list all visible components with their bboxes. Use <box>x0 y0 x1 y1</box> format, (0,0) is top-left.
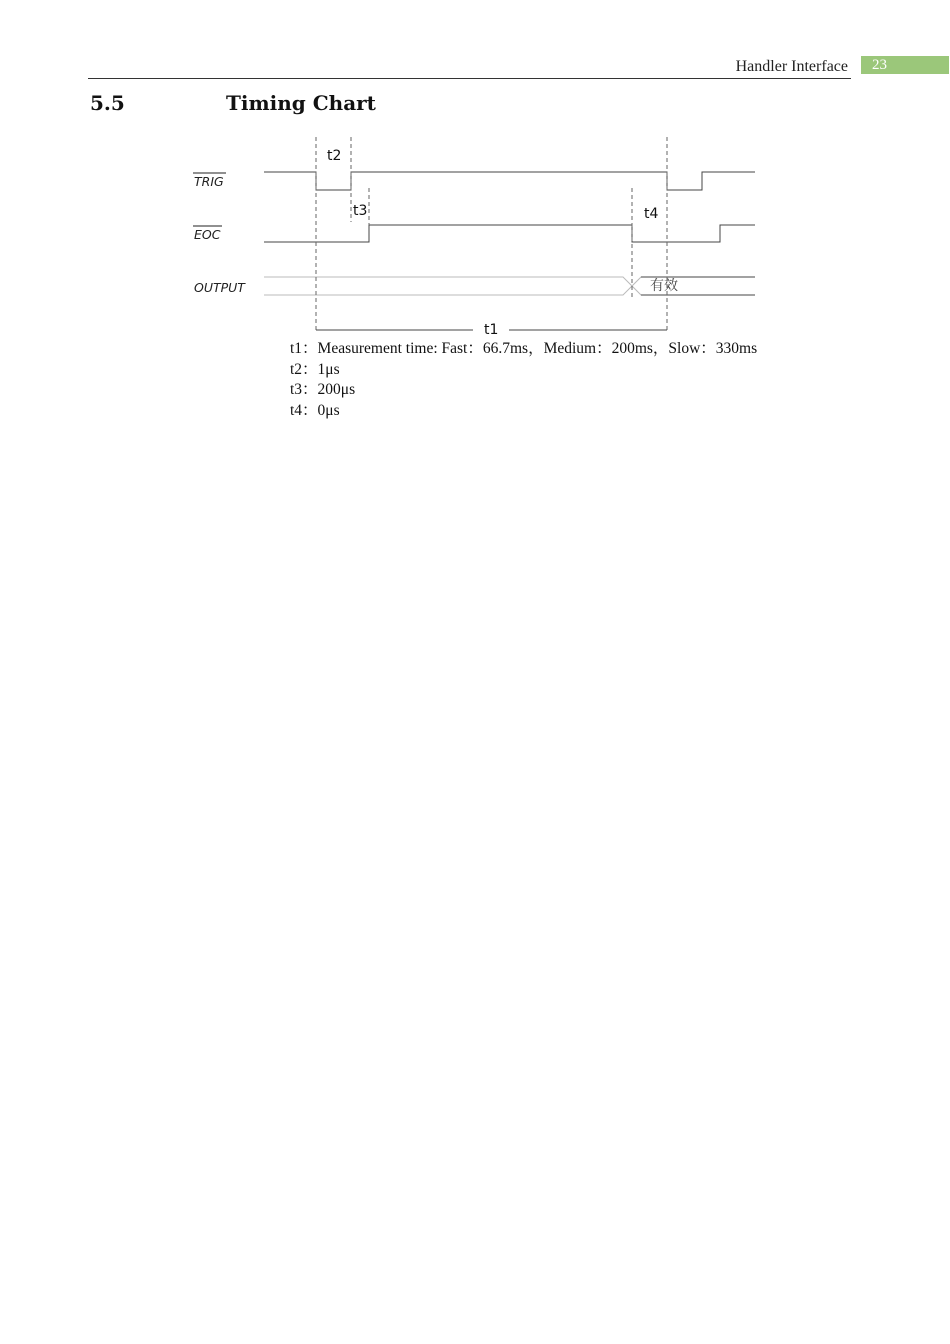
signal-label-eoc: EOC <box>194 227 221 242</box>
note-t4: t4：0μs <box>290 401 340 419</box>
section-number: 5.5 <box>90 91 125 115</box>
running-header: Handler Interface <box>735 58 848 75</box>
eoc-waveform <box>264 225 755 242</box>
signal-label-output: OUTPUT <box>194 280 245 295</box>
signal-label-trig: TRIG <box>194 174 224 189</box>
page-number-badge: 23 <box>861 56 949 74</box>
trig-waveform <box>264 172 755 190</box>
timing-diagram <box>0 0 950 345</box>
timing-notes <box>290 339 757 421</box>
section-title: Timing Chart <box>226 91 376 115</box>
output-bus-lower <box>264 277 755 295</box>
output-bus-upper <box>264 277 755 295</box>
note-t3: t3：200μs <box>290 381 356 398</box>
output-valid-label: 有效 <box>650 278 678 294</box>
note-t1: t1：Measurement time: Fast：66.7ms，Medium：200ms，Slow：330ms <box>290 340 758 357</box>
interval-label-t2: t2 <box>327 148 342 164</box>
interval-label-t1: t1 <box>484 322 499 338</box>
note-t2: t2：1μs <box>290 360 340 378</box>
interval-label-t4: t4 <box>644 206 659 222</box>
interval-label-t3: t3 <box>353 203 368 219</box>
